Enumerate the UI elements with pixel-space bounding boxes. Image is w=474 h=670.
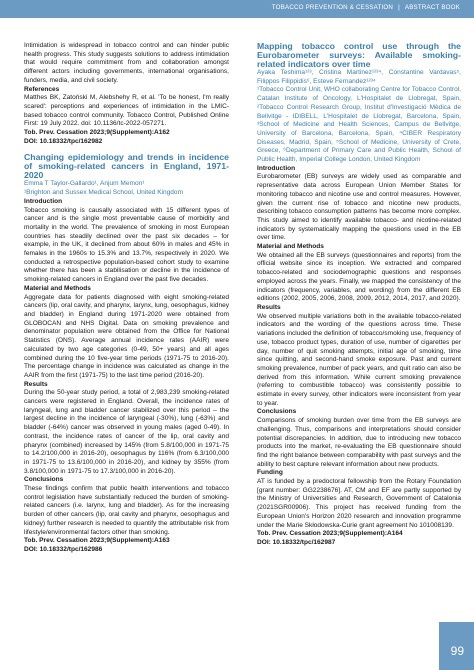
abstract-2-results: During the 50-year study period, a total of 2,983,239 smoking-related cancers were registered in England. Overall, the incidence rates of laryngeal, lung and bladder cancer stabilized over this period – the largest decline in the incidence of laryngeal (-30%), lung (-63%) and bladder (-64%) cancer was observed in young males (aged 0-49). In contrast, the incidence rates of cancer of the lip, oral cavity and pharynx (combined) increased by 145% (from 5.8/100,000 in 1971-75 to 14.2/100,000 in 2016-20), oesophagus by 116% (from 6.3/100,000 in 1971-75 to 13.6/100,000 in 2016-20), and kidney by 355% (from 3.8/100,000 in 1971-75 to 17.3/100,000 in 2016-20). bbox=[24, 389, 229, 475]
abstract-2-intro-heading: Introduction bbox=[24, 197, 63, 205]
abstract-2-intro: Tobacco smoking is causally associated with 15 different types of cancer and is the single most preventable cause of morbidity and mortality in the world. The prevalence of smoking in most European countries has steadily declined over the past six decades – for example, in the UK, it declined from about 60% in males and 45% in females in the 1960s to 15.3% and 13.7%, respectively in 2020. We conducted a retrospective population-based cohort study to examine whether there has been a stabilisation or decline in the incidence of smoking-related cancers in England over the past five decades. bbox=[24, 206, 229, 284]
journal-section: TOBACCO PREVENTION & CESSATION bbox=[271, 4, 394, 11]
abstract-3-intro: Eurobarometer (EB) surveys are widely used as comparable and representative data across European Union Member States for monitoring tobacco and nicotine use and control measures. However, given the current rise of tobacco and nicotine new products, describing tobacco consumption patterns has become more complex. This study aimed to identify available tobacco- and nicotine-related indicators by systematically mapping the questions used in the EB over time. bbox=[257, 173, 461, 242]
left-column bbox=[24, 42, 229, 555]
reference-text: Matthes BK, Zatoński M, Alebshehy R, et al. 'To be honest, I'm really scared': perceptions and experiences of intimidation in the LMIC-based tobacco control community. Tobacco Control, Published Online First: 19 July 2022. doi: 10.1136/tc-2022-057271. bbox=[24, 94, 229, 128]
abstract-3-funding: AT is funded by a predoctoral fellowship from the Rotary Foundation [grant number: GG2238676]. AT, CM and EF are partly supported by the Ministry of Universities and Research, Government of Catalonia (2021SGR00906). This project has received funding from the European Union's Horizon 2020 research and innovation programme under the Marie Skłodowska-Curie grant agreement No 101008139. bbox=[257, 478, 461, 529]
abstract-3-authors: Ayaka Teshima¹²³, Cristina Martinez¹²³⁴, Constantine Vardavas⁵, Filippos Filippidis⁶, Esteve Fernandez¹²³⁴ bbox=[257, 69, 461, 85]
abstract-2-authors: Emma T Taylor-Gallardo¹, Anjum Memon¹ bbox=[24, 180, 145, 188]
abstract-2-conclusions: These findings confirm that public health interventions and tobacco control legislation have substantially reduced the burden of smoking-related cancers (i.e. larynx, lung and bladder). As for the increasing burden of other cancers (lip, oral cavity and pharynx, oesophagus and kidney) further research is needed to quantify the attributable risk from lifestyle/environmental factors other than smoking. bbox=[24, 485, 229, 536]
abstract-3-results-heading: Results bbox=[257, 303, 281, 311]
abstract-3-methods: We obtained all the EB surveys (questionnaires and reports) from the official website since its inception. We extracted and compared tobacco-related and sociodemographic questions and responses employed across the years. Finally, we mapped the consistency of the indicators (frequency, variables, and wording) from the different EB editions (2002, 2005, 2006, 2008, 2009, 2012, 2014, 2017, and 2020). bbox=[257, 251, 461, 303]
references-heading: References bbox=[24, 85, 60, 93]
doi-a164[interactable]: DOI: 10.18332/tpc/162987 bbox=[257, 538, 336, 546]
citation-a163: Tob. Prev. Cessation 2023;9(Supplement):A163 bbox=[24, 537, 170, 545]
abstract-2-conclusions-heading: Conclusions bbox=[24, 476, 64, 484]
abstract-2-title: Changing epidemiology and trends in incidence of smoking-related cancers in England, 1971-2020 bbox=[24, 152, 229, 181]
abstract-2-methods-heading: Material and Methods bbox=[24, 284, 91, 292]
abstract-3-affiliations: ¹Tobacco Control Unit, WHO collaborating Centre for Tobacco Control, Catalan Institute of Oncology, L'Hospitalet de Llobregat, Spain, ²Tobacco Control Research Group, Institut d'Investigació Mèdica de Bellvitge - IDIBELL, L'Hospitalet de Llobregat, Barcelona, Spain, ³School of Medicine and Health Sciences, Campus de Bellvitge, University of Barcelona, Barcelona, Spain, ⁴CIBER Respiratory Diseases, Madrid, Spain, ⁵School of Medicine, University of Crete, Greece, ⁶Department of Primary Care and Public Health, School of Public Health, Imperial College London, United Kingdom bbox=[257, 86, 461, 164]
citation-a162: Tob. Prev. Cessation 2023;9(Supplement):A162 bbox=[24, 129, 170, 137]
abstract-3-results: We observed multiple variations both in the available tobacco-related indicators and the wording of the questions across time. These variations included the definition of tobacco/smoking use, frequency of use, tobacco product types, duration of use, number of cigarettes per day, number of quit smoking attempts, initial age of smoking, time since quitting, and second-hand smoke exposure. Past and current smoking prevalence, number of pack years, and quit ratio can also be derived from this information. While current smoking prevalence (referring to combustible tobacco) was consistently possible to estimate in every survey, other indicators were inconsistent from year to year. bbox=[257, 312, 461, 407]
abstract-3-funding-heading: Funding bbox=[257, 469, 283, 477]
abstract-3-conclusions: Comparisons of smoking burden over time from the EB surveys are challenging. Thus, comparisons and interpretations should consider potential discrepancies. In addition, due to introducing new tobacco products into the market, re-evaluating the EB questionnaire should find the right balance between comparability with past surveys and the ability to best capture relevant information about new products. bbox=[257, 417, 461, 468]
doi-a162[interactable]: DOI: 10.18332/tpc/162982 bbox=[24, 137, 103, 145]
abstract-3-methods-heading: Material and Methods bbox=[257, 243, 324, 251]
doi-a163[interactable]: DOI: 10.18332/tpc/162986 bbox=[24, 545, 103, 553]
abstract-2-methods: Aggregate data for patients diagnosed with eight smoking-related cancers (lip, oral cavity, and pharynx, larynx, lung, oesophagus, kidney and bladder) in England during 1971-2020 were obtained from GLOBOCAN and NHS Digital. Data on smoking prevalence and denominator population were obtained from the Office for National Statistics (ONS). Average annual incidence rates (AAIR) were calculated by two age categories (0-49, 50+ years) and all ages combined during the 10 five-year time periods (1971-75 to 2016-20). The percentage change in incidence was calculated as change in the AAIR from the first (1971-75) to the last time period (2016-20). bbox=[24, 293, 229, 379]
abstract-3-conclusions-heading: Conclusions bbox=[257, 408, 297, 416]
right-column bbox=[257, 42, 461, 548]
citation-a164: Tob. Prev. Cessation 2023;9(Supplement):A164 bbox=[257, 530, 403, 538]
abstract-2-affiliation: ¹Brighton and Sussex Medical School, United Kingdom bbox=[24, 189, 184, 197]
page-number: 99 bbox=[450, 644, 464, 658]
header-bar bbox=[0, 0, 474, 18]
abstract-2-results-heading: Results bbox=[24, 380, 48, 388]
abstract-3-intro-heading: Introduction bbox=[257, 164, 296, 172]
abstract-book-label: ABSTRACT BOOK bbox=[404, 4, 460, 11]
abstract-3-title: Mapping tobacco control use through the Eurobarometer surveys: Available smoking-related indicators over time bbox=[257, 41, 461, 69]
header-divider: | bbox=[398, 4, 400, 11]
abstract-1-conclusion: Intimidation is widespread in tobacco control and can hinder public health progress. This study suggests solutions to address intimidation that would require commitment from and collaboration amongst different actors including governments, international organisations, funders, media, and civil society. bbox=[24, 42, 229, 84]
running-header bbox=[272, 4, 460, 11]
